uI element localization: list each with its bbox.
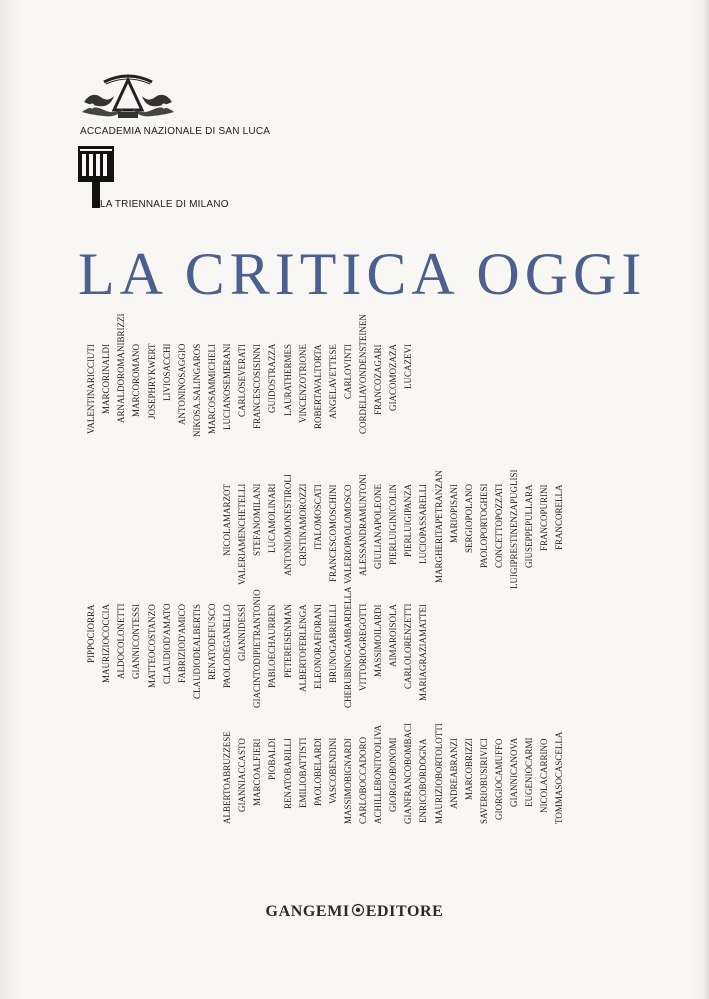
- author-name: GIANNICONTESSI: [131, 604, 141, 679]
- author-name: FRANCOZAGARI: [373, 344, 383, 415]
- author-name: ANDREABRANZI: [449, 738, 459, 809]
- author-name: CARLOSEVERATI: [237, 344, 247, 418]
- author-name: RENATODEFUSCO: [207, 604, 217, 681]
- author-name: VALENTINARICCIUTI: [86, 344, 96, 434]
- author-name: JOSEPHRYKWERT: [147, 344, 157, 420]
- author-name: VINCENZOTRIONE: [298, 344, 308, 423]
- author-name: CLAUDIOD'AMATO: [162, 604, 172, 685]
- author-name: RENATOBARILLI: [283, 738, 293, 809]
- author-name: GIANNICANOVA: [509, 738, 519, 808]
- author-name: MARCOBRIZZI: [464, 738, 474, 801]
- author-name: GIUSEPPEPULLARA: [524, 484, 534, 568]
- author-name: CLAUDIODEALBERTIS: [192, 604, 202, 699]
- author-name: GUIDOSTRAZZA: [267, 344, 277, 414]
- author-name: EUGENIOCARMI: [524, 738, 534, 808]
- author-name: CHERUBINOGAMBARDELLA: [343, 586, 353, 708]
- author-name: ELEONORAFIORANI: [313, 604, 323, 689]
- author-name: GIACINTODIPIETRANTONIO: [252, 589, 262, 708]
- author-name: CONCETTOPOZZATI: [494, 484, 504, 569]
- author-name: MARCOALFIERI: [252, 738, 262, 806]
- author-name: LUCAMOLINARI: [267, 484, 277, 554]
- author-name: FRANCOPURINI: [539, 484, 549, 551]
- page-edge: [703, 0, 709, 999]
- author-name: MASSIMOILARDI: [373, 604, 383, 677]
- publisher-name-right: EDITORE: [365, 903, 444, 920]
- author-name: MAURIZIOBORTOLOTTI: [434, 723, 444, 824]
- author-name: FRANCESCOMOSCHINI: [328, 484, 338, 582]
- author-name: ITALOMOSCATI: [313, 484, 323, 550]
- author-name: MAURIZIOCOCCIA: [101, 604, 111, 684]
- author-name: PAOLOPORTOGHESI: [479, 484, 489, 569]
- author-name: ALESSANDRAMUNTONI: [358, 474, 368, 576]
- author-name: TOMMASOCASCELLA: [554, 731, 564, 824]
- author-name: GIACOMOZAZA: [388, 344, 398, 411]
- author-name: PIERLUIGIPANZA: [403, 484, 413, 558]
- author-name: SAVERIOBUSIRIVICI: [479, 738, 489, 824]
- author-name: NICOLACARRINO: [539, 738, 549, 813]
- accademia-emblem-icon: [78, 68, 178, 124]
- author-name: CORDELIAVONDENSTEINEN: [358, 314, 368, 434]
- author-name: FRANCESCOSISINNI: [252, 344, 262, 430]
- accademia-label: ACCADEMIA NAZIONALE DI SAN LUCA: [80, 126, 271, 137]
- author-name: LUCIOPASSARELLI: [418, 484, 428, 565]
- author-name: ARNALDOROMANIBRIZZI: [116, 314, 126, 424]
- author-name: GIORGIOBONOMI: [388, 738, 398, 813]
- author-name: MARCORINALDI: [101, 344, 111, 415]
- author-name: AIMAROISOLA: [388, 604, 398, 667]
- publisher-emblem-icon: [351, 903, 365, 917]
- author-name: MARCOSAMMICHELI: [207, 344, 217, 435]
- author-name: LAURATHERMES: [283, 344, 293, 417]
- author-name: VALERIOPAOLOMOSCO: [343, 484, 353, 584]
- author-name: ALDOCOLONETTI: [116, 604, 126, 680]
- author-name: ANTONINOSAGGIO: [177, 344, 187, 426]
- author-name: MASSIMOBIGNARDI: [343, 737, 353, 824]
- author-name: GIANFRANCOBOMBACI: [403, 722, 413, 824]
- author-name: MARCOROMANO: [131, 344, 141, 418]
- author-name: LUCIANOSEMERANI: [222, 344, 232, 431]
- author-name: ALBERTOFERLENGA: [298, 604, 308, 692]
- author-name: ACHILLEBONITOOLIVA: [373, 724, 383, 824]
- author-name: MARIAGRAZIAMATTEI: [418, 604, 428, 701]
- author-name: GIORGIOCAMUFFO: [494, 738, 504, 820]
- author-name: PIERLUIGINICOLIN: [388, 484, 398, 565]
- author-name: LUCAZEVI: [403, 344, 413, 389]
- author-name: LIVIOSACCHI: [162, 344, 172, 402]
- author-name: PETEREISENMAN: [283, 604, 293, 678]
- author-name: GIANNIDESSÌ: [237, 604, 247, 661]
- author-name: STEFANOMILANI: [252, 484, 262, 557]
- author-name: MARIOPISANI: [449, 484, 459, 544]
- author-name: VITTORIOGREGOTTI: [358, 604, 368, 692]
- publisher-logo: [0, 903, 709, 921]
- author-name: CARLOBOCCADORO: [358, 736, 368, 824]
- author-name: ANGELAVETTESE: [328, 344, 338, 419]
- author-name: ANTONIOMONESTIROLI: [283, 474, 293, 576]
- author-name: NICOLAMARZOT: [222, 484, 232, 556]
- author-name: PIPPOCIORRA: [86, 604, 96, 663]
- author-name: EMILIOBATTISTI: [298, 738, 308, 809]
- author-name: PAOLODEGANELLO: [222, 604, 232, 688]
- author-name: MARGHERITAPETRANZAN: [434, 470, 444, 583]
- author-name: FRANCORELLA: [554, 484, 564, 550]
- author-name: LUIGIPRESTINENZAPUGLISI: [509, 470, 519, 590]
- triennale-label: LA TRIENNALE DI MILANO: [100, 199, 229, 210]
- author-name: ALBERTOABRUZZESE: [222, 731, 232, 824]
- publisher-name-left: GANGEMI: [265, 903, 350, 920]
- author-name: ENRICOBORDOGNA: [418, 738, 428, 823]
- author-name: VALERIAMENCHETELLI: [237, 484, 247, 586]
- author-name: GIANNIACCASTO: [237, 738, 247, 812]
- author-name: FABRIZIOD'AMICO: [177, 604, 187, 683]
- book-title: LA CRITICA OGGI: [78, 241, 647, 307]
- author-name: PIOBALDI: [267, 738, 277, 780]
- author-name: GIULIANAPOLEONE: [373, 484, 383, 569]
- author-name: PAOLOBELARDI: [313, 738, 323, 807]
- author-name: VASCOBENDINI: [328, 738, 338, 805]
- author-name: CARLOLORENZETTI: [403, 604, 413, 690]
- author-name: NIKOSA.SALINGAROS: [192, 344, 202, 438]
- author-name: SERGIOPOLANO: [464, 484, 474, 554]
- author-name: BRUNOGABRIELLI: [328, 604, 338, 683]
- author-name: CARLOVINTI: [343, 344, 353, 399]
- author-name: MATTEOCOSTANZO: [147, 604, 157, 688]
- author-name: ROBERTAVALTORTA: [313, 344, 323, 429]
- author-name: PABLOECHAURREN: [267, 604, 277, 688]
- author-name: CRISTINAMOROZZI: [298, 484, 308, 567]
